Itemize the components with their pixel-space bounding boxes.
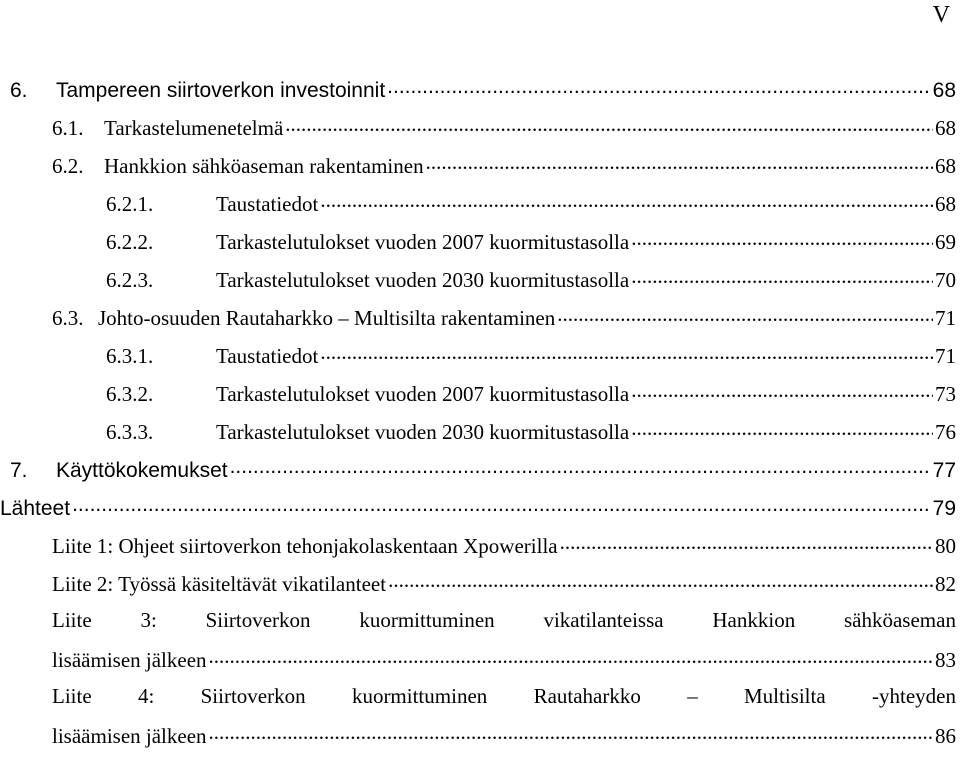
toc-dot-leader bbox=[557, 304, 933, 325]
toc-word: Multisilta bbox=[744, 684, 826, 708]
toc-entry-title: lisäämisen jälkeen bbox=[52, 724, 207, 748]
toc-entry-title: Käyttökokemukset bbox=[56, 459, 228, 482]
toc-word: Hankkion bbox=[712, 608, 796, 632]
toc-word: 3: bbox=[140, 608, 157, 632]
toc-entry-number: 6.2.1. bbox=[106, 192, 154, 216]
toc-entry-6-2[interactable] bbox=[0, 152, 956, 190]
toc-dot-leader bbox=[631, 418, 933, 439]
toc-entry-title: Taustatiedot bbox=[216, 192, 319, 216]
toc-dot-leader bbox=[560, 532, 933, 553]
toc-entry-appendix-3-line2[interactable] bbox=[0, 646, 956, 684]
toc-entry-title: Tarkastelutulokset vuoden 2007 kuormitustasolla bbox=[216, 382, 630, 406]
toc-entry-chapter-6[interactable] bbox=[0, 76, 956, 114]
toc-entry-title: Liite 1: Ohjeet siirtoverkon tehonjakolaskentaan Xpowerilla bbox=[52, 534, 558, 558]
toc-word: 4: bbox=[137, 684, 155, 708]
toc-entry-page: 83 bbox=[935, 648, 956, 672]
toc-dot-leader bbox=[631, 228, 933, 249]
toc-entry-title: Taustatiedot bbox=[216, 344, 319, 368]
toc-word: Liite bbox=[52, 684, 92, 708]
toc-entry-number: 6.2.2. bbox=[106, 230, 154, 254]
toc-word: – bbox=[687, 684, 698, 708]
toc-entry-6-2-3[interactable] bbox=[0, 266, 956, 304]
toc-entry-page: 79 bbox=[932, 497, 956, 520]
table-of-contents bbox=[0, 76, 956, 760]
toc-entry-page: 77 bbox=[932, 459, 956, 482]
toc-entry-page: 71 bbox=[935, 344, 956, 368]
toc-entry-6-2-1[interactable] bbox=[0, 190, 956, 228]
toc-entry-title: Liite 2: Työssä käsiteltävät vikatilanteet bbox=[52, 572, 387, 596]
page-number: V bbox=[932, 2, 950, 28]
toc-entry-6-3-2[interactable] bbox=[0, 380, 956, 418]
toc-entry-page: 86 bbox=[935, 724, 956, 748]
toc-entry-6-2-2[interactable] bbox=[0, 228, 956, 266]
toc-entry-title: Lähteet bbox=[0, 497, 71, 520]
toc-entry-number: 6.2. bbox=[52, 154, 84, 178]
toc-entry-6-3-3[interactable] bbox=[0, 418, 956, 456]
toc-entry-number: 6.3.3. bbox=[106, 420, 154, 444]
toc-entry-appendix-4-line2[interactable] bbox=[0, 722, 956, 760]
toc-word: Siirtoverkon bbox=[200, 684, 306, 708]
toc-word: kuormittuminen bbox=[359, 608, 495, 632]
toc-entry-number: 6.3. bbox=[52, 306, 84, 330]
toc-entry-6-1[interactable] bbox=[0, 114, 956, 152]
toc-entry-number: 6.3.2. bbox=[106, 382, 154, 406]
toc-entry-6-3[interactable] bbox=[0, 304, 956, 342]
toc-entry-page: 76 bbox=[935, 420, 956, 444]
toc-entry-number: 7. bbox=[10, 459, 28, 482]
toc-dot-leader bbox=[230, 456, 931, 477]
toc-entry-page: 70 bbox=[935, 268, 956, 292]
toc-dot-leader bbox=[320, 190, 933, 211]
toc-dot-leader bbox=[388, 570, 933, 591]
toc-dot-leader bbox=[72, 494, 931, 515]
toc-entry-number: 6.3.1. bbox=[106, 344, 154, 368]
toc-dot-leader bbox=[631, 380, 933, 401]
toc-word: -yhteyden bbox=[872, 684, 956, 708]
toc-entry-references[interactable] bbox=[0, 494, 956, 532]
toc-entry-page: 69 bbox=[935, 230, 956, 254]
toc-word: sähköaseman bbox=[843, 608, 956, 632]
toc-entry-title: Tarkastelutulokset vuoden 2030 kuormitustasolla bbox=[216, 420, 630, 444]
toc-entry-appendix-1[interactable] bbox=[0, 532, 956, 570]
toc-entry-page: 68 bbox=[935, 116, 956, 140]
toc-entry-page: 71 bbox=[935, 306, 956, 330]
toc-word: vikatilanteissa bbox=[543, 608, 664, 632]
toc-word: Rautaharkko bbox=[533, 684, 641, 708]
toc-entry-title: lisäämisen jälkeen bbox=[52, 648, 207, 672]
toc-entry-title: Tarkastelutulokset vuoden 2007 kuormitustasolla bbox=[216, 230, 630, 254]
toc-entry-title: Hankkion sähköaseman rakentaminen bbox=[104, 154, 424, 178]
toc-entry-page: 80 bbox=[935, 534, 956, 558]
toc-entry-page: 68 bbox=[932, 79, 956, 102]
toc-entry-page: 73 bbox=[935, 382, 956, 406]
toc-entry-6-3-1[interactable] bbox=[0, 342, 956, 380]
toc-entry-number: 6. bbox=[10, 79, 28, 102]
toc-entry-page: 68 bbox=[935, 192, 956, 216]
toc-entry-page: 68 bbox=[935, 154, 956, 178]
toc-dot-leader bbox=[209, 646, 933, 667]
toc-dot-leader bbox=[426, 152, 933, 173]
toc-dot-leader bbox=[320, 342, 933, 363]
toc-entry-title: Tarkastelutulokset vuoden 2030 kuormitustasolla bbox=[216, 268, 630, 292]
toc-entry-appendix-2[interactable] bbox=[0, 570, 956, 608]
toc-entry-title: Johto-osuuden Rautaharkko – Multisilta rakentaminen bbox=[98, 306, 556, 330]
toc-word: Siirtoverkon bbox=[205, 608, 311, 632]
toc-dot-leader bbox=[285, 114, 933, 135]
toc-entry-number: 6.1. bbox=[52, 116, 84, 140]
toc-dot-leader bbox=[209, 722, 933, 743]
toc-dot-leader bbox=[631, 266, 933, 287]
toc-word: kuormittuminen bbox=[351, 684, 488, 708]
toc-entry-appendix-3-line1[interactable] bbox=[0, 608, 956, 646]
toc-entry-appendix-4-line1[interactable] bbox=[0, 684, 956, 722]
toc-word: Liite bbox=[52, 608, 92, 632]
toc-dot-leader bbox=[387, 76, 930, 97]
toc-entry-title-justified bbox=[52, 684, 956, 709]
toc-entry-title: Tampereen siirtoverkon investoinnit bbox=[56, 79, 386, 102]
toc-entry-chapter-7[interactable] bbox=[0, 456, 956, 494]
toc-entry-title: Tarkastelumenetelmä bbox=[104, 116, 284, 140]
toc-entry-title-justified bbox=[52, 608, 956, 633]
toc-entry-page: 82 bbox=[935, 572, 956, 596]
toc-entry-number: 6.2.3. bbox=[106, 268, 154, 292]
